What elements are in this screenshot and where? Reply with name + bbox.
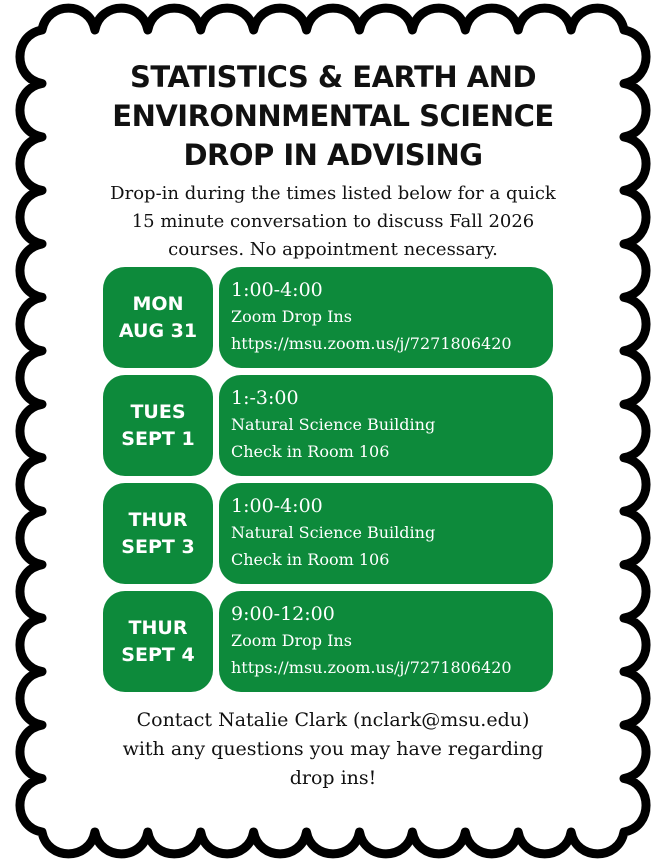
session-info-box bbox=[219, 483, 553, 584]
session-zoom-link[interactable]: https://msu.zoom.us/j/7271806420 bbox=[231, 334, 512, 353]
footer-line-3: drop ins! bbox=[289, 767, 377, 789]
intro-text bbox=[70, 180, 596, 264]
session-date: AUG 31 bbox=[118, 319, 198, 342]
footer-line-2: with any questions you may have regarding bbox=[122, 738, 544, 760]
session-zoom-link[interactable]: https://msu.zoom.us/j/7271806420 bbox=[231, 658, 512, 677]
session-day: MON bbox=[132, 292, 184, 315]
session-day: THUR bbox=[128, 616, 188, 639]
session-location: Zoom Drop Ins bbox=[231, 631, 352, 650]
session-room: Check in Room 106 bbox=[231, 550, 390, 569]
contact-footer bbox=[70, 706, 596, 793]
session-date-box bbox=[103, 483, 213, 584]
session-date-box bbox=[103, 267, 213, 368]
title-line-1: STATISTICS & EARTH AND bbox=[129, 60, 537, 94]
session-date-box bbox=[103, 375, 213, 476]
session-date: SEPT 4 bbox=[121, 643, 195, 666]
session-info-box bbox=[219, 591, 553, 692]
intro-line-3: courses. No appointment necessary. bbox=[168, 239, 498, 260]
session-time: 1:00-4:00 bbox=[231, 279, 323, 301]
session-time: 9:00-12:00 bbox=[231, 603, 335, 625]
session-row bbox=[103, 483, 553, 584]
session-time: 1:00-4:00 bbox=[231, 495, 323, 517]
session-room: Check in Room 106 bbox=[231, 442, 390, 461]
session-location: Natural Science Building bbox=[231, 415, 436, 434]
title-line-3: DROP IN ADVISING bbox=[183, 138, 483, 172]
session-row bbox=[103, 375, 553, 476]
title-line-2: ENVIRONNMENTAL SCIENCE bbox=[112, 99, 554, 133]
session-date-box bbox=[103, 591, 213, 692]
session-day: TUES bbox=[130, 400, 186, 423]
footer-line-1: Contact Natalie Clark (nclark@msu.edu) bbox=[136, 709, 530, 731]
session-location: Zoom Drop Ins bbox=[231, 307, 352, 326]
session-date: SEPT 3 bbox=[121, 535, 195, 558]
intro-line-2: 15 minute conversation to discuss Fall 2026 bbox=[131, 211, 535, 232]
session-location: Natural Science Building bbox=[231, 523, 436, 542]
page-title bbox=[60, 58, 606, 175]
session-info-box bbox=[219, 267, 553, 368]
session-date: SEPT 1 bbox=[121, 427, 195, 450]
intro-line-1: Drop-in during the times listed below for a quick bbox=[110, 183, 556, 204]
session-row bbox=[103, 591, 553, 692]
session-day: THUR bbox=[128, 508, 188, 531]
session-time: 1:-3:00 bbox=[231, 387, 299, 409]
session-info-box bbox=[219, 375, 553, 476]
session-row bbox=[103, 267, 553, 368]
